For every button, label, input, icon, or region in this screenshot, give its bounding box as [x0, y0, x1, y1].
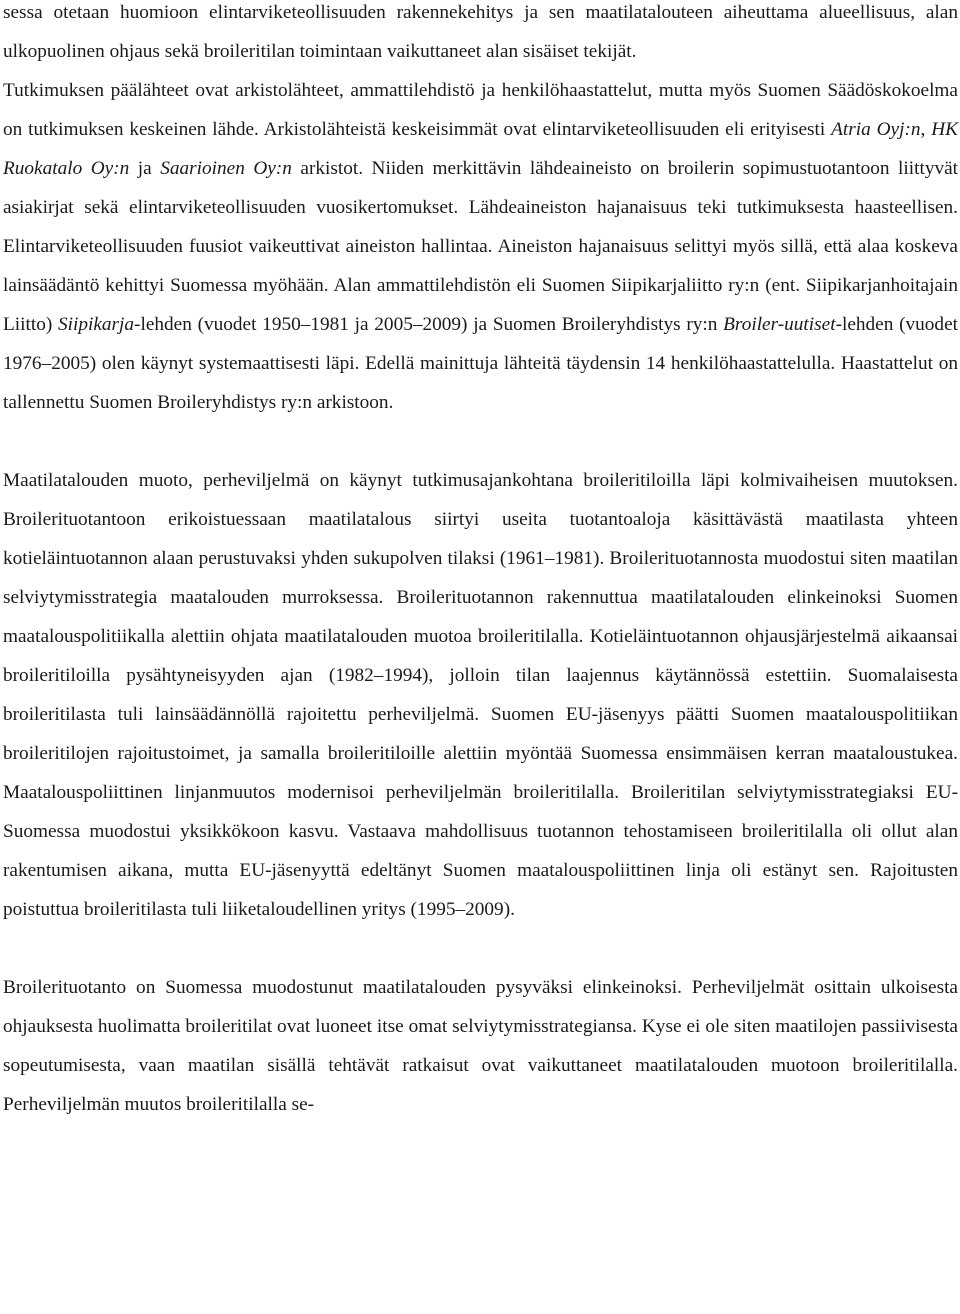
document-page — [3, 0, 958, 1124]
text-segment: ja — [129, 158, 161, 179]
paragraph-spacer — [3, 929, 958, 968]
paragraph-sources — [3, 71, 958, 422]
italic-text-segment: HK Ruokatalo Oy:n — [3, 119, 958, 179]
paragraph-broiler-conclusion — [3, 968, 958, 1124]
italic-text-segment: Atria Oyj:n — [831, 119, 921, 140]
text-segment: Broilerituotanto on Suomessa muodostunut maatilatalouden pysyväksi elinkeinoksi. Perheviljelmät osittain ulkoisesta ohjauksesta huolimatta broileritilat ovat luoneet itse omat selviytymisstrategiansa. Kyse ei ole siten maatilojen passiivisesta sopeutumisesta, vaan maatilan sisällä tehtävät ratkaisut ovat vaikuttaneet maatilatalouden muotoon broileritilalla. Perheviljelmän muutos broileritilalla se- — [3, 977, 958, 1115]
italic-text-segment: Saarioinen Oy:n — [160, 158, 292, 179]
text-segment: Maatilatalouden muoto, perheviljelmä on käynyt tutkimusajankohtana broileritiloilla läpi kolmivaiheisen muutoksen. Broilerituotantoon erikoistuessaan maatilatalous siirtyi useita tuotantoaloja käsittävästä maatilasta yhteen kotieläintuotannon alaan perustuvaksi yhden sukupolven tilaksi (1961–1981). Broilerituotannosta muodostui siten maatilan selviytymisstrategia maatalouden murroksessa. Broilerituotannon rakennuttua maatilatalouden elinkeinoksi Suomen maatalouspolitiikalla alettiin ohjata maatilatalouden muotoa broileritilalla. Kotieläintuotannon ohjausjärjestelmä aikaansai broileritiloilla pysähtyneisyyden ajan (1982–1994), jolloin tilan laajennus käytännössä estettiin. Suomalaisesta broileritilasta tuli lainsäädännöllä rajoitettu perheviljelmä. Suomen EU-jäsenyys päätti Suomen maatalouspolitiikan broileritilojen rajoitustoimet, ja samalla broileritiloille alettiin myöntää Suomessa ensimmäisen kerran maataloustukea. Maatalouspoliittinen linjanmuutos modernisoi perheviljelmän broileritilalla. Broileritilan selviytymisstrategiaksi EU-Suomessa muodostui yksikkökoon kasvu. Vastaava mahdollisuus tuotannon tehostamiseen broileritilalla oli ollut alan rakentumisen aikana, mutta EU-jäsenyyttä edeltänyt Suomen maatalouspoliittinen linja oli estänyt sen. Rajoitusten poistuttua broileritilasta tuli liiketaloudellinen yritys (1995–2009). — [3, 470, 958, 920]
text-segment: sessa otetaan huomioon elintarviketeollisuuden rakennekehitys ja sen maatilatalouteen aiheuttama alueellisuus, alan ulkopuolinen ohjaus sekä broileritilan toimintaan vaikuttaneet alan sisäiset tekijät. — [3, 2, 958, 62]
italic-text-segment: Broiler-uutiset — [723, 314, 836, 335]
paragraph-spacer — [3, 422, 958, 461]
italic-text-segment: Siipikarja — [57, 314, 135, 335]
text-segment: , — [920, 119, 932, 140]
paragraph-farm-transformation — [3, 461, 958, 929]
text-segment: Tutkimuksen päälähteet ovat arkistolähteet, ammattilehdistö ja henkilöhaastattelut, mutta myös Suomen Säädöskokoelma on tutkimuksen keskeinen lähde. Arkistolähteistä keskeisimmät ovat elintarviketeollisuuden eli erityisesti — [3, 80, 958, 140]
text-segment: -lehden (vuodet 1950–1981 ja 2005–2009) ja Suomen Broileryhdistys ry:n — [134, 314, 724, 335]
text-segment: arkistot. Niiden merkittävin lähdeaineisto on broilerin sopimustuotantoon liittyvät asiakirjat sekä elintarviketeollisuuden vuosikertomukset. Lähdeaineiston hajanaisuus teki tutkimuksesta haasteellisen. Elintarviketeollisuuden fuusiot vaikeuttivat aineiston hallintaa. Aineiston hajanaisuus selittyi myös sillä, että alaa koskeva lainsäädäntö kehittyi Suomessa myöhään. Alan ammattilehdistön eli Suomen Siipikarjaliitto ry:n (ent. Siipikarjanhoitajain Liitto) — [3, 158, 959, 335]
text-segment: -lehden (vuodet 1976–2005) olen käynyt systemaattisesti läpi. Edellä mainittuja lähteitä täydensin 14 henkilöhaastattelulla. Haastattelut on tallennettu Suomen Broileryhdistys ry:n arkistoon. — [3, 314, 958, 413]
paragraph-intro-continued — [3, 0, 958, 71]
